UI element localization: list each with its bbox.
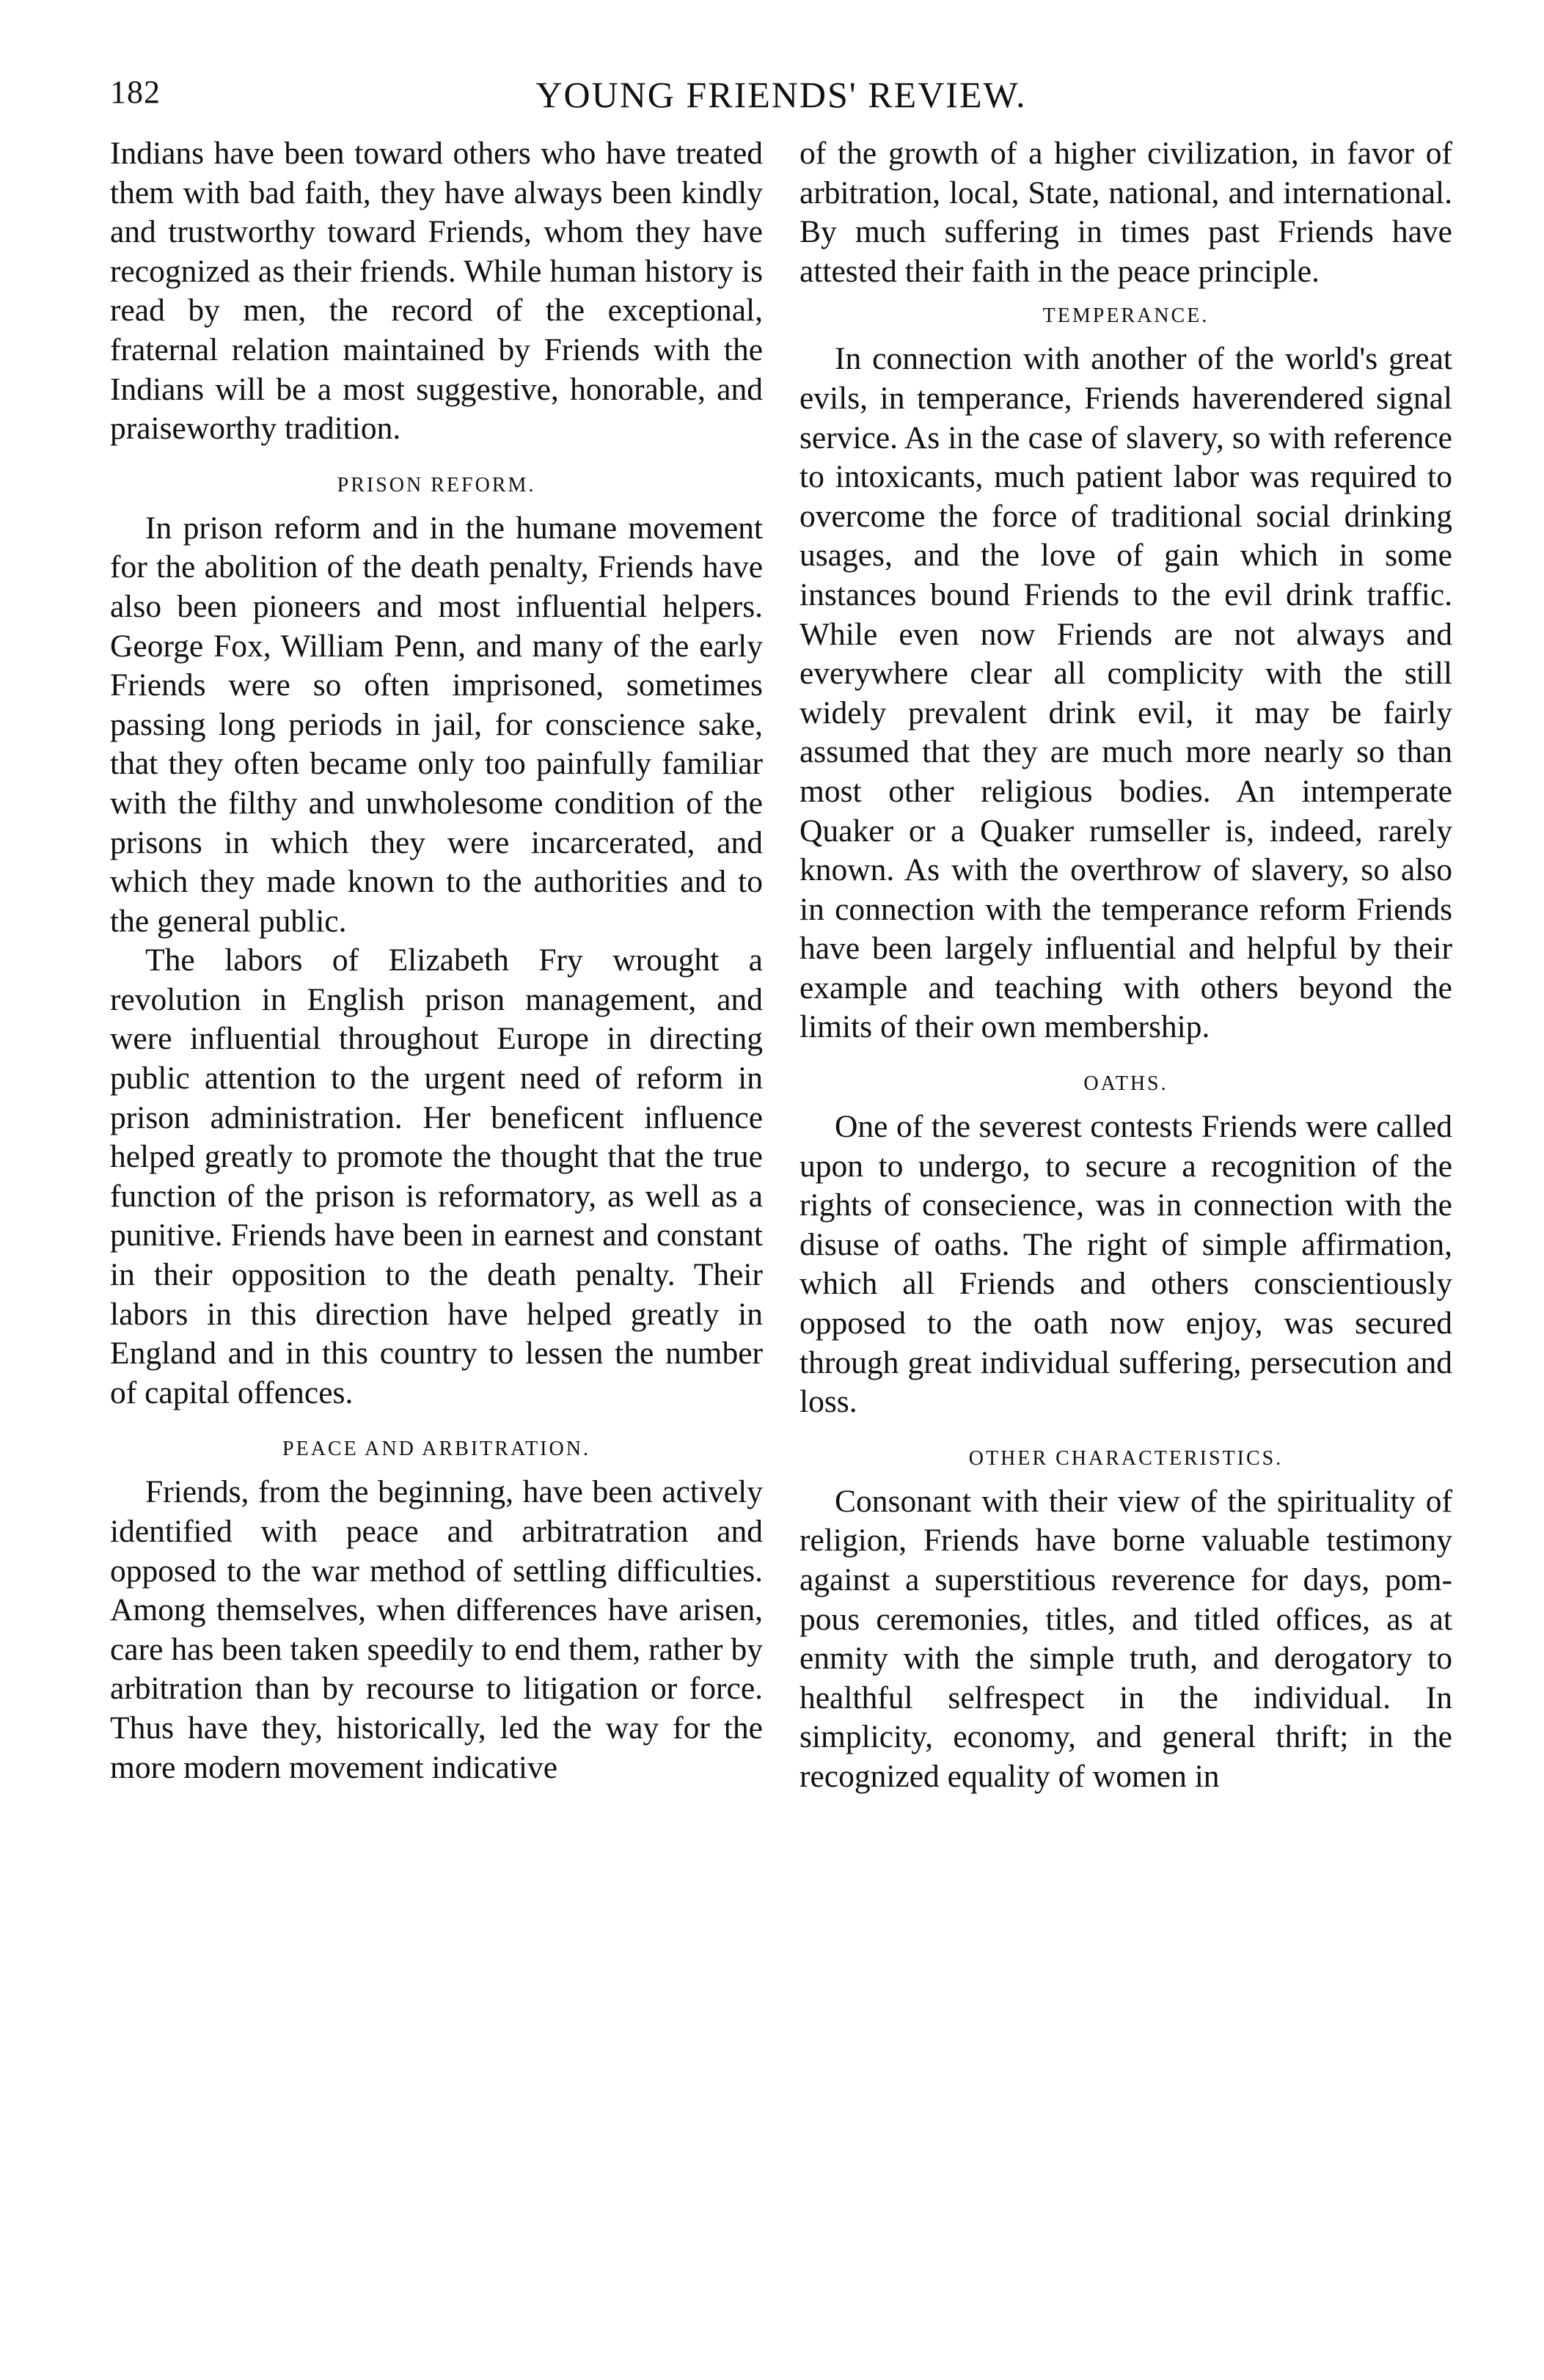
- paragraph-indians: Indians have been toward others who have treated them with bad faith, they have always been kindly and trustworthy toward Friends, whom they have recognized as their friends. While human history is read by men, the record of the exceptional, fraternal relation maintained by Friends with the Indians will be a most suggestive, honorable, and praiseworthy tradition.: [110, 136, 763, 447]
- journal-title: YOUNG FRIENDS' REVIEW.: [535, 74, 1027, 115]
- section-heading-oaths: OATHS.: [1083, 1072, 1168, 1096]
- right-column: [800, 134, 1452, 1797]
- paragraph-prison-reform: In prison reform and in the humane movement for the abolition of the death penalty, Friends have also been pioneers and most influential helpers. George Fox, William Penn, and many of the early Friends were so often imprisoned, sometimes passing long periods in jail, for conscience sake, that they often became only too painfully familiar with the filthy and unwholesome condition of the prisons in which they were incarcerated, and which they made known to the authorities and to the general public.: [110, 510, 763, 939]
- paragraph-oaths: One of the severest contests Friends were called upon to undergo, to secure a recognition of the rights of consecience, was in connection with the disuse of oaths. The right of simple affirmation, which all Friends and others conscientiously opposed to the oath now enjoy, was secured through great individual suffering, persecution and loss.: [800, 1109, 1452, 1420]
- section-heading-peace-arbitration: PEACE AND ARBITRATION.: [282, 1438, 590, 1461]
- section-heading-other-characteristics: OTHER CHARACTERISTICS.: [968, 1446, 1284, 1470]
- paragraph-peace-arbitration: Friends, from the beginning, have been actively identified with peace and arbitratration and opposed to the war method of settling difficulties. Among themselves, when differences have arisen, care has been taken speedily to end them, rather by arbitration than by recourse to litigation or force. Thus have they, historically, led the way for the more modern movement indicative: [110, 1474, 763, 1785]
- paragraph-temperance: In connection with another of the world's great evils, in temperance, Friends haverendered signal service. As in the case of slavery, so with reference to intoxicants, much patient labor was required to overcome the force of traditional social drinking usages, and the love of gain which in some instances bound Friends to the evil drink traffic. While even now Friends are not always and everywhere clear all complicity with the still widely prevalent drink evil, it may be fairly assumed that they are much more nearly so than most other religious bodies. An intemperate Quaker or a Quaker rumseller is, indeed, rarely known. As with the overthrow of slavery, so also in connection with the temperance reform Friends have been largely influential and helpful by their example and teaching with others beyond the limits of their own membership.: [800, 341, 1452, 1045]
- paragraph-civilization: of the growth of a higher civilization, in favor of arbitration, local, State, national, and international. By much suffering in times past Friends have attested their faith in the peace principle.: [800, 136, 1452, 289]
- left-column: [110, 134, 763, 1787]
- section-heading-prison-reform: PRISON REFORM.: [337, 473, 536, 497]
- running-head: [110, 73, 1452, 132]
- paragraph-other-characteristics: Consonant with their view of the spirituality of religion, Friends have borne valuable testimony against a superstitious reverence for days, pompous ceremonies, titles, and titled offices, as at enmity with the simple truth, and derogatory to healthful selfrespect in the individual. In simplicity, economy, and general thrift; in the recognized equality of women in: [800, 1483, 1452, 1794]
- page-number: 182: [110, 74, 161, 110]
- paragraph-elizabeth-fry: The labors of Elizabeth Fry wrought a revolution in English prison management, and were influential throughout Europe in directing public attention to the urgent need of reform in prison administration. Her beneficent influence helped greatly to promote the thought that the true function of the prison is reformatory, as well as a punitive. Friends have been in earnest and constant in their opposition to the death penalty. Their labors in this direction have helped greatly in England and in this country to lessen the number of capital offences.: [110, 942, 763, 1410]
- section-heading-temperance: TEMPERANCE.: [1042, 304, 1210, 328]
